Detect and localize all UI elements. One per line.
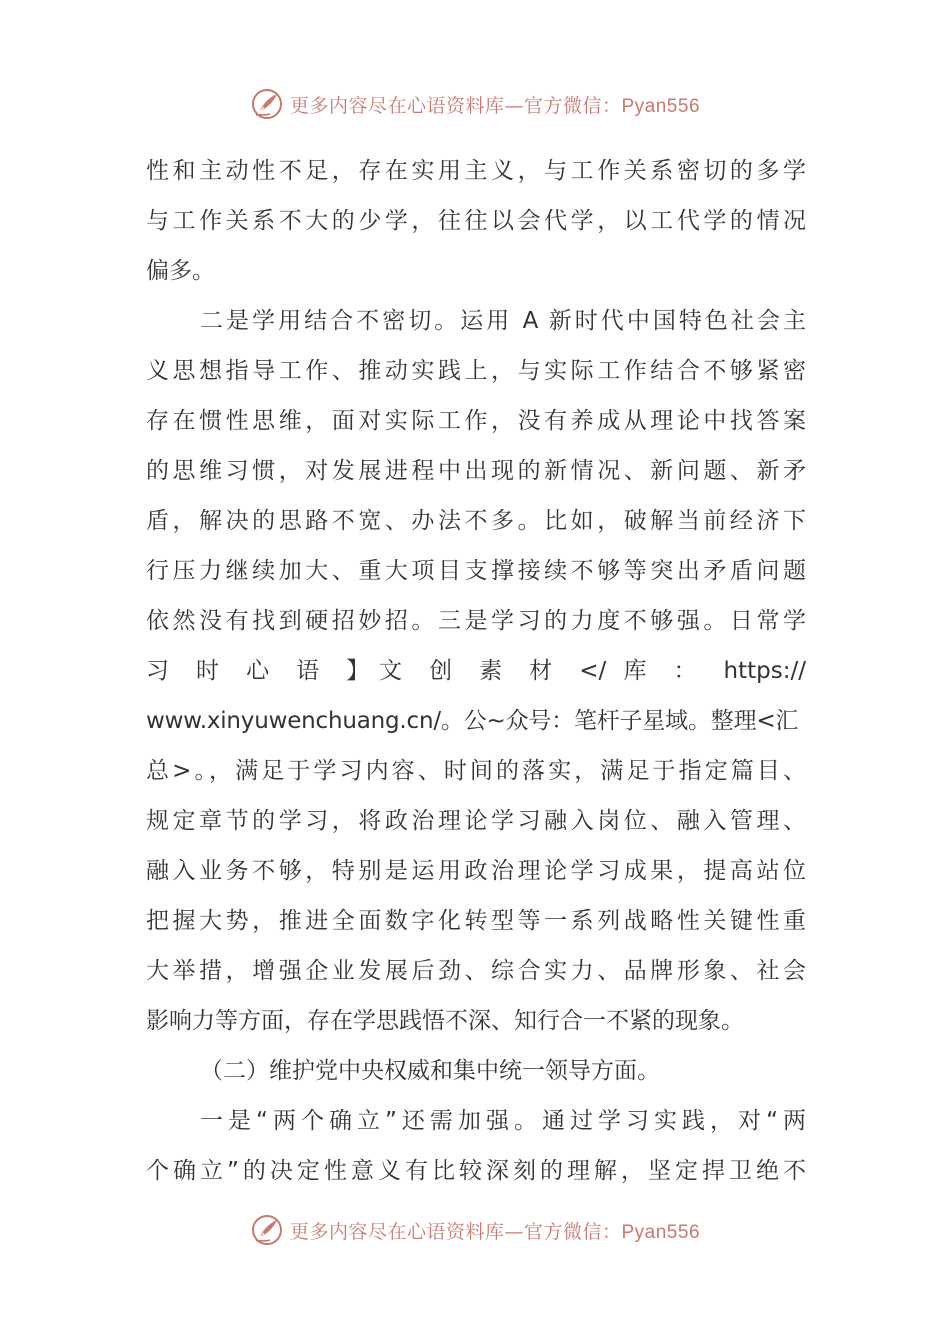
text-line: 一是“两个确立”还需加强。通过学习实践，对“两 <box>200 1108 806 1134</box>
footer-watermark <box>0 1210 950 1250</box>
text-line: 义思想指导工作、推动实践上，与实际工作结合不够紧密 <box>146 358 806 384</box>
quill-pen-logo-icon <box>250 1213 284 1247</box>
text-line: 存在惯性思维，面对实际工作，没有养成从理论中找答案 <box>146 408 806 434</box>
footer-watermark-id: Pyan556 <box>621 1221 701 1243</box>
quill-pen-logo-icon <box>250 87 284 121</box>
text-line: 把握大势，推进全面数字化转型等一系列战略性关键性重 <box>146 908 806 934</box>
text-line: 习 时 心 语 】文 创 素 材 </ 库 ： https:// <box>146 658 806 684</box>
text-line: 二是学用结合不密切。运用 A 新时代中国特色社会主 <box>200 308 806 334</box>
text-line: 盾，解决的思路不宽、办法不多。比如，破解当前经济下 <box>146 508 806 534</box>
text-line: 大举措，增强企业发展后劲、综合实力、品牌形象、社会 <box>146 958 806 984</box>
text-line: www.xinyuwenchuang.cn/。公~众号：笔杆子星域。整理<汇 <box>146 708 799 734</box>
header-watermark <box>0 84 950 124</box>
text-line: 融入业务不够，特别是运用政治理论学习成果，提高站位 <box>146 858 806 884</box>
text-line: 规定章节的学习，将政治理论学习融入岗位、融入管理、 <box>146 808 806 834</box>
text-line: 总>。，满足于学习内容、时间的落实，满足于指定篇目、 <box>146 758 806 784</box>
header-watermark-text: 更多内容尽在心语资料库—官方微信： <box>289 94 622 117</box>
text-line: 性和主动性不足，存在实用主义，与工作关系密切的多学 <box>146 158 806 184</box>
text-line: 偏多。 <box>146 258 215 284</box>
footer-watermark-text: 更多内容尽在心语资料库—官方微信： <box>289 1220 622 1243</box>
text-line: 行压力继续加大、重大项目支撑接续不够等突出矛盾问题 <box>146 558 806 584</box>
text-line: 个确立”的决定性意义有比较深刻的理解，坚定捍卫绝不 <box>146 1158 806 1184</box>
text-line: 影响力等方面，存在学思践悟不深、知行合一不紧的现象。 <box>146 1008 744 1034</box>
header-watermark-id: Pyan556 <box>621 95 701 117</box>
section-heading: （二）维护党中央权威和集中统一领导方面。 <box>200 1058 660 1084</box>
text-line: 与工作关系不大的少学，往往以会代学，以工代学的情况 <box>146 208 806 234</box>
text-line: 依然没有找到硬招妙招。三是学习的力度不够强。日常学 <box>146 608 806 634</box>
text-line: 的思维习惯，对发展进程中出现的新情况、新问题、新矛 <box>146 458 806 484</box>
body-text <box>146 146 806 1196</box>
